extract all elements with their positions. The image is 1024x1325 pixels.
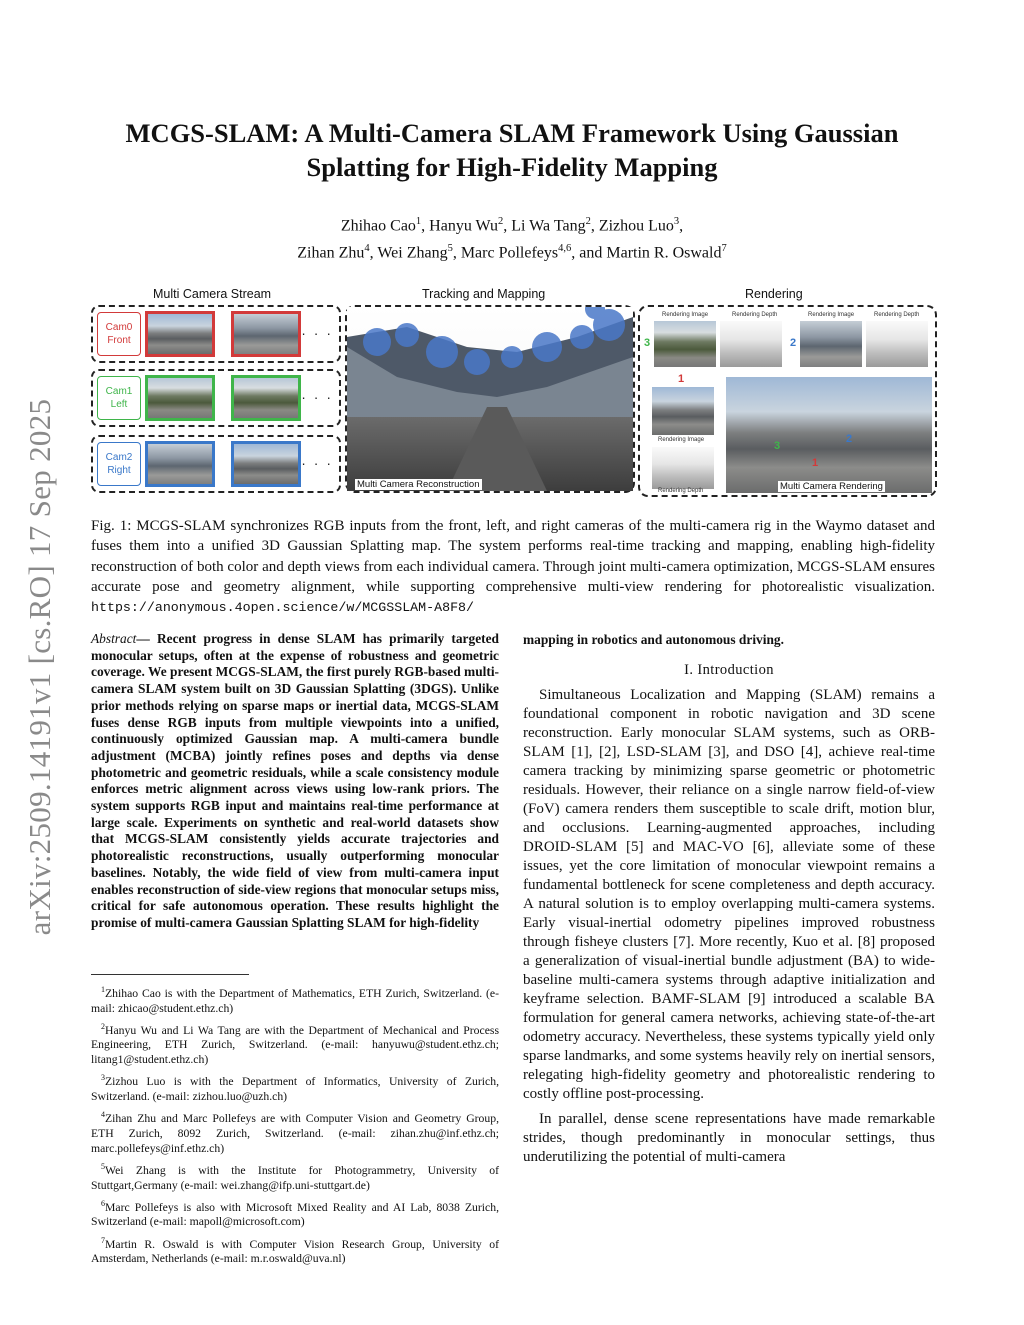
author-line-1: Zhihao Cao$^1$, Hanyu Wu$^2$, Li Wa Tang$^2$, Zizhou Luo$^3$, (340, 216, 684, 235)
rendering-depth-label: Rendering Depth (732, 312, 778, 318)
panel-title-tracking: Tracking and Mapping (422, 287, 546, 301)
footnote: $^6$Marc Pollefeys is also with Microsoft Mixed Reality and AI Lab, 8038 Zurich, Switzerland (e-mail: mapoll@microsoft.com) (91, 1198, 499, 1229)
view-number-1: 1 (678, 373, 685, 385)
section-heading: I. Introduction (684, 662, 774, 678)
panel-title-rendering: Rendering (745, 287, 803, 301)
cam2-frame (145, 441, 215, 487)
render-depth-thumb (720, 321, 782, 367)
author-name: Wei Zhang (377, 244, 448, 262)
cam1-frame (145, 375, 215, 421)
paper-title (100, 116, 924, 184)
author-name: Zhihao Cao (340, 217, 416, 235)
author-name: Zihan Zhu (297, 244, 365, 262)
footnote: $^3$Zizhou Luo is with the Department of Informatics, University of Zurich, Switzerland. (e-mail: zizhou.luo@uzh.ch) (91, 1073, 499, 1104)
title-line-1: MCGS-SLAM: A Multi-Camera SLAM Framework Using Gaussian (125, 118, 899, 148)
panel-title-stream: Multi Camera Stream (153, 287, 272, 301)
cam1-frame (231, 375, 301, 421)
rendering-image-label: Rendering Image (808, 312, 855, 318)
author-affil: 7 (721, 243, 727, 255)
cam0-row (91, 305, 341, 363)
footnote: $^2$Hanyu Wu and Li Wa Tang are with the Department of Mechanical and Process Engineering, ETH Zurich, Switzerland. (e-mail: hanyuwu@student.ethz.ch; litang1@student.ethz.ch) (91, 1021, 499, 1067)
abstract-body: Recent progress in dense SLAM has primarily targeted monocular setups, often at the expense of robustness and geometric coverage. We present MCGS-SLAM, the first purely RGB-based multi-camera SLAM system built on 3D Gaussian Splatting (3DGS). Unlike prior methods relying on sparse maps or inertial data, MCGS-SLAM fuses dense RGB inputs from multiple viewpoints into a unified, continuously optimized Gaussian map. A multi-camera bundle adjustment (MCBA) jointly refines poses and depths via dense photometric and geometric residuals, while a scale consistency module enforces metric alignment across views using low-rank priors. The system supports RGB input and maintains real-time performance at large scale. Experiments on synthetic and real-world datasets show that MCGS-SLAM consistently yields accurate trajectories and photorealistic reconstructions, usually outperforming monocular baselines. Notably, the wide field of view from multi-camera input enables reconstruction of side-view regions that monocular setups miss, critical for safe autonomous operation. These results highlight the promise of multi-camera Gaussian Splatting SLAM for high-fidelity (91, 631, 499, 930)
abstract-dash: — (136, 631, 150, 646)
ellipsis: · · · (301, 455, 333, 471)
view-number-3: 3 (644, 337, 651, 349)
rendering-depth-label: Rendering Depth (874, 312, 920, 318)
cam1-label: Cam1 Left (97, 376, 141, 420)
reconstruction-panel (345, 305, 635, 493)
right-column (523, 630, 935, 1167)
view-number-3: 3 (774, 440, 781, 452)
cam0-frame (231, 311, 301, 357)
rendering-image-label: Rendering Image (658, 437, 705, 443)
render-rgb-thumb (652, 387, 714, 435)
author-affil: 3 (673, 216, 680, 227)
figure-1 (91, 285, 937, 500)
author-line-2: Zihan Zhu$^4$, Wei Zhang$^5$, Marc Pollefeys$^{4,6}$, and Martin R. Oswald$^7$ (297, 243, 727, 262)
figure-caption (91, 516, 935, 618)
view-number-2: 2 (790, 337, 797, 349)
intro-paragraph-1: Simultaneous Localization and Mapping (SLAM) remains a foundational component in robotic navigation and 3D scene reconstruction. Early monocular SLAM systems, such as ORB-SLAM [1], [2], LSD-SLAM [3], and DSO [4], achieve real-time camera tracking by minimizing sparse geometric or photometric residuals. However, their reliance on a single narrow field-of-view (FoV) camera renders them susceptible to scale drift, motion blur, and occlusions. Learning-augmented approaches, including DROID-SLAM [5] and MAC-VO [6], alleviate some of these issues, yet the core limitation of monocular viewpoint remains a fundamental bottleneck for scene completeness and depth accuracy. A natural solution is to employ overlapping multi-camera systems. Early visual-inertial odometry pipelines improved robustness through fisheye clusters [7]. More recently, Kuo et al. [8] proposed a generalization of visual-inertial bundle adjustment (BA) to wide-baseline multi-camera systems through adaptive initialization and keyframe selection. BAMF-SLAM [9] introduced a scalable BA formulation for general camera networks, achieving state-of-the-art odometry accuracy. Nevertheless, these systems typically yield only sparse landmarks, and some systems heavily rely on inertial sensors, relegating high-fidelity geometry and photorealistic rendering to costly offline post-processing. (523, 687, 935, 1102)
render-rgb-thumb (800, 321, 862, 367)
author-affil: 4 (364, 243, 370, 255)
view-number-2: 2 (846, 433, 853, 445)
render-depth-thumb (866, 321, 928, 367)
render-depth-thumb (652, 447, 714, 489)
footnotes (91, 983, 499, 1271)
cam2-label: Cam2 Right (97, 442, 141, 486)
multi-render-label: Multi Camera Rendering (780, 481, 883, 492)
abstract (91, 631, 499, 932)
multi-camera-render (726, 377, 932, 493)
footnote: $^7$Martin R. Oswald is with Computer Vision Research Group, University of Amsterdam, Netherlands (e-mail: m.r.oswald@uva.nl) (91, 1235, 499, 1266)
author-name: Marc Pollefeys (460, 244, 559, 262)
footnote-rule (91, 974, 249, 975)
caption-text: Fig. 1: MCGS-SLAM synchronizes RGB inputs from the front, left, and right cameras of the multi-camera rig in the Waymo dataset and fuses them into a unified 3D Gaussian Splatting map. The system performs real-time tracking and mapping, enabling high-fidelity reconstruction of both color and depth views from each individual camera. Through joint multi-camera optimization, MCGS-SLAM ensures accurate pose and geometry alignment, while supporting comprehensive multi-view rendering for photorealistic visualization. (91, 518, 935, 595)
reconstruction-image (347, 307, 633, 491)
view-number-1: 1 (812, 457, 819, 469)
footnote: $^1$Zhihao Cao is with the Department of Mathematics, ETH Zurich, Switzerland. (e-mail: zhicao@student.ethz.ch) (91, 985, 499, 1015)
rendering-image-label: Rendering Image (662, 312, 709, 318)
caption-url[interactable]: https://anonymous.4open.science/w/MCGSSLAM-A8F8/ (91, 600, 475, 616)
ellipsis: · · · (301, 389, 333, 405)
cam1-row (91, 369, 341, 427)
abstract-continuation: mapping in robotics and autonomous driving. (523, 632, 784, 647)
author-affil: 2 (585, 216, 591, 227)
arxiv-identifier: arXiv:2509.14191v1 [cs.RO] 17 Sep 2025 (22, 398, 57, 936)
cam0-label: Cam0 Front (97, 312, 141, 356)
author-affil: 4,6 (558, 243, 572, 255)
author-affil: 1 (415, 216, 422, 227)
abstract-label: Abstract (91, 631, 137, 646)
rendering-depth-label: Rendering Depth (658, 488, 704, 494)
footnote: $^5$Wei Zhang is with the Institute for Photogrammetry, University of Stuttgart,Germany (e-mail: wei.zhang@ifp.uni-stuttgart.de) (91, 1161, 499, 1192)
author-name: Zizhou Luo (598, 217, 674, 235)
reconstruction-label: Multi Camera Reconstruction (357, 479, 480, 490)
author-affil: 5 (447, 243, 453, 255)
cam0-frame (145, 311, 215, 357)
cam2-frame (231, 441, 301, 487)
rendering-panel (638, 305, 937, 497)
author-name: Martin R. Oswald (606, 244, 722, 262)
author-name: Hanyu Wu (429, 217, 498, 235)
intro-paragraph-2: In parallel, dense scene representations have made remarkable strides, though predominantly in monocular settings, thus underutilizing the potential of multi-camera (523, 1111, 935, 1165)
render-rgb-thumb (654, 321, 716, 367)
author-list (100, 210, 924, 265)
ellipsis: · · · (301, 325, 333, 341)
title-line-2: Splatting for High-Fidelity Mapping (306, 152, 718, 182)
author-affil: 2 (498, 216, 504, 227)
cam2-row (91, 435, 341, 493)
author-name: Li Wa Tang (511, 217, 586, 235)
footnote: $^4$Zihan Zhu and Marc Pollefeys are with Computer Vision and Geometry Group, ETH Zurich, 8092 Zurich, Switzerland. (e-mail: zihan.zhu@inf.ethz.ch; marc.pollefeys@inf.ethz.ch) (91, 1110, 499, 1155)
